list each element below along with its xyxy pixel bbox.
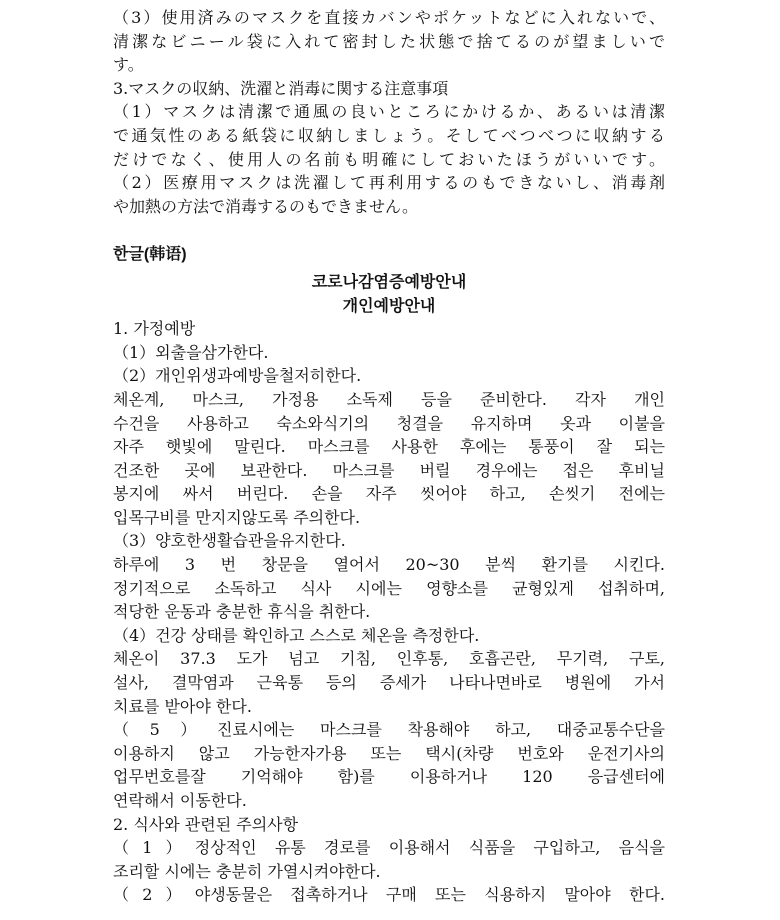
korean-text-line: 수건을 사용하고 숙소와식기의 청결을 유지하며 옷과 이불을 [113,413,665,433]
korean-text-line: 조리할 시에는 충분히 가열시켜야한다. [113,861,381,881]
korean-text-line: 정기적으로 소독하고 식사 시에는 영향소를 균형있게 섭취하며, [113,578,665,598]
korean-text-line: （2）개인위생과예방을철저히한다. [113,366,362,386]
korean-text-line: （3）양호한생활습관을유지한다. [113,531,346,551]
korean-text-line: （4）건강 상태를 확인하고 스스로 체온을 측정한다. [113,625,480,645]
japanese-text-line: （1）マスクは清潔で通風の良いところにかけるか、あるいは清潔 [113,102,665,122]
japanese-text-line: （3）使用済みのマスクを直接カバンやポケットなどに入れないで、 [113,8,665,27]
korean-text-line: 적당한 운동과 충분한 휴식을 취한다. [113,602,371,622]
korean-text-line: 2. 식사와 관련된 주의사항 [113,814,299,834]
japanese-text-line: 清潔なビニール袋に入れて密封した状態で捨てるのが望ましいで [113,31,665,51]
korean-text-line: 치료를 받아야 한다. [113,696,252,716]
korean-section-label: 한글(韩语) [113,245,187,263]
japanese-text-line: 3.マスクの収納、洗濯と消毒に関する注意事項 [113,78,449,98]
korean-text-line: 체온계, 마스크, 가정용 소독제 등을 준비한다. 각자 개인 [113,389,665,409]
japanese-text-line: す。 [113,55,144,75]
japanese-text-line: で通気性のある紙袋に収納しましょう。そしてべつべつに収納する [113,125,665,145]
korean-text-line: 설사, 결막염과 근육통 등의 증세가 나타나면바로 병원에 가서 [113,673,665,693]
korean-text-line: 입목구비를 만지지않도록 주의한다. [113,507,361,527]
korean-text-block [113,317,665,907]
japanese-text-block [113,6,665,218]
japanese-text-line: （2）医療用マスクは洗濯して再利用するのもできないし、消毒剤 [113,173,665,193]
korean-text-line: 자주 햇빛에 말린다. 마스크를 사용한 후에는 통풍이 잘 되는 [113,437,665,457]
korean-text-line: 1. 가정예방 [113,319,196,339]
korean-text-line: 체온이 37.3 도가 넘고 기침, 인후통, 호흡곤란, 무기력, 구토, [113,649,665,669]
japanese-text-line: や加熱の方法で消毒するのもできません。 [113,196,418,216]
korean-text-line: 이용하지 않고 가능한자가용 또는 택시(차량 번호와 운전기사의 [113,743,665,763]
document-page [113,6,665,907]
section-gap [113,218,665,242]
document-subtitle: 개인예방안내 [342,295,436,315]
japanese-text-line: だけでなく、使用人の名前も明確にしておいたほうがいいです。 [113,149,665,169]
korean-text-line: 건조한 곳에 보관한다. 마스크를 버릴 경우에는 접은 후비닐 [113,460,665,480]
korean-text-line: 봉지에 싸서 버린다. 손을 자주 씻어야 하고, 손씻기 전에는 [113,484,665,504]
korean-text-line: （5）진료시에는 마스크를 착용해야 하고, 대중교통수단을 [113,720,665,740]
korean-text-line: 하루에 3 번 창문을 열어서 20~30 분씩 환기를 시킨다. [113,555,665,575]
korean-text-line: （2）야생동물은 접촉하거나 구매 또는 식용하지 말아야 한다. [113,885,665,905]
document-title: 코로나감염증예방안내 [311,271,467,291]
korean-text-line: （1）외출을삼가한다. [113,342,269,362]
korean-text-line: （1）정상적인 유통 경로를 이용해서 식품을 구입하고, 음식을 [113,838,665,858]
korean-text-line: 업무번호를잘 기억해야 함)를 이용하거나 120 응급센터에 [113,767,665,787]
korean-text-line: 연락해서 이동한다. [113,791,247,810]
